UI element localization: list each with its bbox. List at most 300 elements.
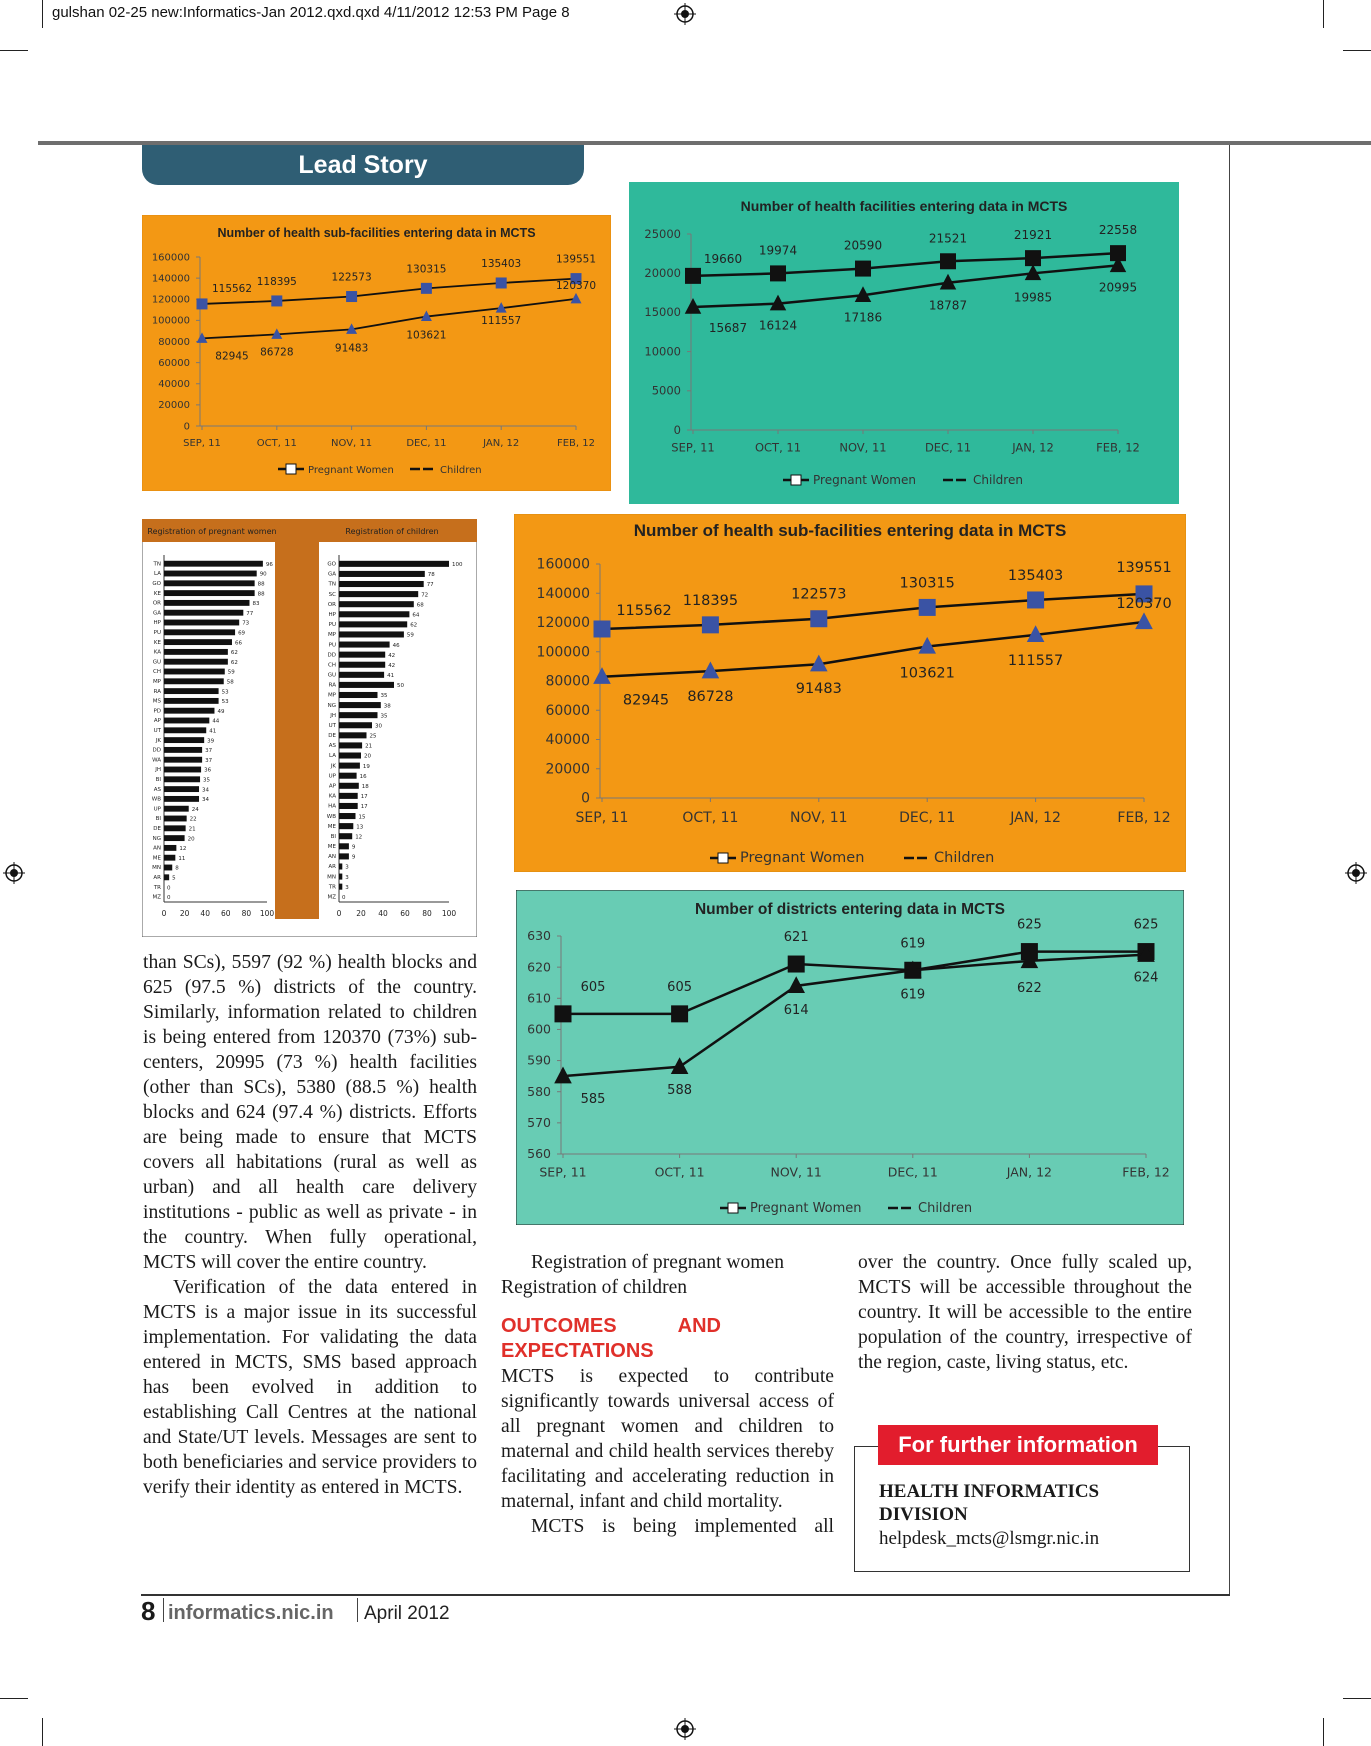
bar — [164, 639, 232, 645]
legend-label: Pregnant Women — [750, 1201, 862, 1216]
bar — [339, 631, 404, 637]
bar-category-label: PU — [328, 622, 336, 629]
x-tick-label: JAN, 12 — [1010, 810, 1061, 826]
bar-category-label: CH — [328, 662, 336, 669]
data-label: 20590 — [843, 238, 883, 253]
data-label: 120370 — [555, 279, 597, 292]
data-label: 619 — [900, 987, 926, 1003]
bar-category-label: PU — [153, 629, 161, 636]
bar-value-label: 13 — [356, 824, 364, 831]
data-label: 111557 — [481, 315, 522, 328]
data-label: 625 — [1016, 917, 1042, 933]
x-tick-label: FEB, 12 — [1117, 810, 1171, 826]
bar-category-label: UT — [153, 727, 161, 734]
bar — [164, 825, 186, 831]
bar — [339, 591, 418, 597]
bar — [339, 884, 342, 890]
bar-value-label: 77 — [246, 610, 254, 617]
x-tick-label: JAN, 12 — [1012, 440, 1054, 455]
bar-value-label: 35 — [203, 777, 211, 784]
y-tick-label: 630 — [527, 928, 551, 944]
bar — [164, 678, 224, 684]
data-label: 130315 — [406, 263, 447, 276]
info-division: HEALTH INFORMATICS DIVISION — [879, 1481, 1100, 1525]
data-label: 605 — [667, 979, 693, 995]
paragraph: Verification of the data entered in MCTS is a major issue in its successful implementation. For validating the data entered in MCTS, SMS based approach has been evolved in addition to establishing Call Centres at the national and State/UT levels. Messages are sent to both beneficiaries and service providers to verify their identity as entered in MCTS. — [143, 1277, 477, 1498]
section-tab: Lead Story — [142, 145, 584, 185]
bar-category-label: KA — [328, 793, 336, 800]
y-tick-label: 100000 — [151, 315, 190, 327]
bar-value-label: 8 — [175, 865, 179, 872]
bar-value-label: 73 — [242, 620, 250, 627]
paragraph: MCTS is expected to contribute significantly towards universal access of all pregnant women and children to maternal and child health services thereby facilitating and accelerating reduction in maternal, infant and child mortality. — [501, 1366, 834, 1512]
data-label: 118395 — [256, 275, 297, 288]
x-tick-label: NOV, 11 — [331, 438, 373, 449]
chart-divider-band — [275, 519, 319, 919]
x-tick-label: 20 — [356, 909, 366, 918]
bar — [164, 796, 199, 802]
bar-category-label: GA — [152, 610, 161, 617]
y-tick-label: 60000 — [158, 357, 190, 369]
y-tick-label: 40000 — [545, 732, 590, 749]
data-point — [1026, 251, 1041, 266]
data-label: 135403 — [1007, 567, 1064, 584]
x-tick-label: FEB, 12 — [1122, 1164, 1170, 1180]
bar — [339, 652, 385, 658]
bar-value-label: 17 — [360, 804, 368, 811]
bar — [164, 669, 225, 675]
crop-mark — [42, 0, 43, 28]
chart-subfacilities-large — [514, 514, 1186, 872]
x-tick-label: 40 — [378, 909, 388, 918]
bar — [164, 855, 175, 861]
data-point — [941, 254, 956, 269]
data-label: 17186 — [843, 310, 883, 325]
bar — [339, 581, 424, 587]
data-label: 15687 — [708, 321, 748, 336]
y-tick-label: 140000 — [151, 273, 190, 285]
bar — [339, 742, 362, 748]
bar-value-label: 22 — [189, 816, 197, 823]
bar-category-label: RA — [328, 682, 336, 689]
data-label: 111557 — [1007, 652, 1064, 669]
data-label: 588 — [667, 1082, 693, 1098]
y-tick-label: 600 — [527, 1021, 551, 1037]
figure-caption: Registration of children — [501, 1277, 688, 1298]
bar — [164, 747, 202, 753]
bar-category-label: UP — [153, 806, 161, 813]
bar-category-label: MN — [152, 865, 161, 872]
bar — [164, 806, 189, 812]
data-label: 120370 — [1116, 595, 1172, 612]
data-point — [421, 283, 431, 293]
bar-value-label: 53 — [221, 689, 229, 696]
bar — [339, 601, 414, 607]
registration-mark-icon — [674, 3, 696, 25]
data-point — [555, 1006, 571, 1022]
bar — [164, 659, 228, 665]
bar — [339, 712, 378, 718]
bar-value-label: 21 — [188, 826, 196, 833]
bar — [164, 688, 219, 694]
data-label: 621 — [783, 930, 809, 946]
y-tick-label: 80000 — [158, 336, 190, 348]
data-point — [197, 299, 207, 309]
bar-value-label: 35 — [380, 693, 388, 700]
data-label: 82945 — [622, 692, 670, 709]
bar-value-label: 50 — [397, 683, 404, 690]
bar-value-label: 64 — [412, 612, 420, 619]
page-number: 8 — [141, 1596, 156, 1626]
bar-category-label: JK — [330, 763, 336, 770]
bar-category-label: DD — [327, 652, 336, 659]
bar-category-label: ME — [327, 823, 336, 830]
y-tick-label: 25000 — [644, 226, 681, 241]
bar-value-label: 35 — [380, 713, 388, 720]
y-tick-label: 620 — [527, 959, 551, 975]
data-point — [672, 1006, 688, 1022]
data-point — [702, 617, 718, 633]
bar-value-label: 42 — [388, 662, 396, 669]
bar-category-label: GO — [152, 580, 161, 587]
bar-value-label: 3 — [345, 864, 349, 871]
bar-value-label: 18 — [361, 784, 369, 791]
bar-category-label: MP — [327, 692, 336, 699]
bar-category-label: DD — [152, 747, 161, 754]
bar-category-label: PU — [328, 642, 336, 649]
bar-category-label: KE — [153, 590, 161, 597]
bar — [339, 621, 407, 627]
bar-category-label: DE — [153, 825, 161, 832]
bar-category-label: BI — [330, 833, 336, 840]
y-tick-label: 0 — [183, 421, 190, 433]
x-tick-label: JAN, 12 — [1006, 1164, 1053, 1180]
bar-category-label: ME — [152, 855, 161, 862]
bar-value-label: 37 — [205, 748, 213, 755]
bar — [164, 629, 235, 635]
chart-title: Number of health sub-facilities entering data in MCTS — [217, 226, 536, 240]
bar-value-label: 9 — [351, 844, 356, 851]
data-label: 130315 — [899, 575, 955, 592]
y-tick-label: 570 — [527, 1115, 551, 1131]
data-point — [1028, 592, 1044, 608]
bar-value-label: 41 — [387, 673, 395, 680]
bar-value-label: 24 — [191, 806, 199, 813]
bar-value-label: 96 — [265, 561, 273, 568]
bar-category-label: NG — [327, 702, 336, 709]
bar — [339, 763, 360, 769]
data-label: 619 — [900, 936, 926, 952]
bar — [164, 757, 202, 763]
data-label: 139551 — [1116, 559, 1172, 576]
bar-category-label: TR — [153, 884, 161, 891]
crop-mark — [42, 1718, 43, 1746]
data-label: 21521 — [928, 231, 968, 246]
legend-marker — [791, 475, 801, 485]
data-point — [594, 621, 610, 637]
registration-mark-icon — [1345, 862, 1367, 884]
bar-value-label: 49 — [217, 708, 225, 715]
legend-label: Children — [973, 473, 1023, 487]
x-tick-label: 100 — [259, 909, 275, 918]
bar-value-label: 62 — [230, 659, 238, 666]
data-label: 115562 — [616, 602, 672, 619]
data-label: 20995 — [1098, 280, 1138, 295]
y-tick-label: 610 — [527, 990, 551, 1006]
data-label: 118395 — [682, 592, 739, 609]
bar — [339, 874, 342, 880]
registration-mark-icon — [3, 862, 25, 884]
footer-divider — [163, 1598, 164, 1622]
chart-districts — [516, 890, 1184, 1225]
bar-value-label: 66 — [234, 640, 242, 647]
bar-chart-title: Registration of children — [345, 527, 439, 536]
bar — [339, 642, 390, 648]
data-label: 625 — [1133, 917, 1159, 933]
bar-value-label: 30 — [375, 723, 382, 730]
bar-category-label: MP — [327, 632, 336, 639]
x-tick-label: DEC, 11 — [899, 810, 956, 826]
bar-category-label: MN — [327, 874, 336, 881]
y-tick-label: 120000 — [536, 615, 590, 632]
y-tick-label: 40000 — [158, 379, 190, 391]
data-point — [856, 261, 871, 276]
y-tick-label: 80000 — [545, 673, 590, 690]
bar-category-label: NG — [152, 835, 161, 842]
bar-category-label: JH — [330, 712, 336, 719]
bar-category-label: MZ — [152, 894, 161, 901]
bar-value-label: 3 — [345, 884, 349, 891]
data-label: 18787 — [928, 298, 968, 313]
legend-label: Pregnant Women — [308, 465, 394, 476]
bar — [339, 732, 367, 738]
y-tick-label: 20000 — [158, 400, 190, 412]
chart-title: Number of health sub-facilities entering data in MCTS — [633, 521, 1067, 540]
bar-category-label: TN — [153, 561, 161, 568]
y-tick-label: 590 — [527, 1052, 551, 1068]
bar-value-label: 88 — [257, 581, 265, 588]
bar — [164, 865, 172, 871]
bar-category-label: HA — [328, 803, 336, 810]
bar-category-label: HP — [153, 620, 161, 627]
bar-category-label: MZ — [327, 894, 336, 901]
crop-mark — [0, 1698, 28, 1699]
bar-value-label: 36 — [204, 767, 212, 774]
legend-label: Pregnant Women — [740, 850, 865, 866]
data-label: 22558 — [1098, 223, 1138, 238]
x-tick-label: NOV, 11 — [790, 810, 848, 826]
bar-category-label: GU — [327, 672, 336, 679]
bar-category-label: UT — [328, 722, 336, 729]
bar-value-label: 88 — [257, 591, 265, 598]
x-tick-label: OCT, 11 — [682, 810, 739, 826]
bar-value-label: 41 — [209, 728, 217, 735]
legend-label: Children — [918, 1201, 973, 1216]
bar — [339, 863, 342, 869]
x-tick-label: 80 — [241, 909, 252, 918]
crop-mark — [1323, 1718, 1324, 1746]
data-point — [788, 956, 804, 972]
bar — [164, 727, 206, 733]
bar-value-label: 46 — [392, 642, 400, 649]
bar-value-label: 34 — [202, 797, 210, 804]
bar — [339, 843, 349, 849]
bar — [339, 783, 359, 789]
bar — [339, 803, 358, 809]
bar — [339, 793, 358, 799]
bar-value-label: 12 — [355, 834, 363, 841]
bar-value-label: 0 — [167, 895, 171, 902]
y-tick-label: 560 — [527, 1146, 551, 1162]
data-label: 103621 — [899, 665, 955, 682]
bar-category-label: WB — [326, 813, 336, 820]
bar-value-label: 42 — [388, 652, 396, 659]
y-tick-label: 120000 — [151, 294, 190, 306]
data-label: 82945 — [215, 350, 249, 363]
y-tick-label: 15000 — [644, 305, 681, 320]
data-label: 585 — [580, 1092, 606, 1108]
bar-value-label: 77 — [426, 582, 434, 589]
bar-value-label: 59 — [227, 669, 235, 676]
bar — [164, 737, 204, 743]
bar-value-label: 69 — [238, 630, 246, 637]
bar-value-label: 0 — [167, 885, 171, 892]
chart-registration-panel — [142, 519, 477, 937]
data-label: 91483 — [795, 681, 842, 698]
x-tick-label: NOV, 11 — [839, 440, 887, 455]
bar-value-label: 83 — [252, 601, 260, 608]
bar — [164, 874, 169, 880]
y-tick-label: 20000 — [545, 761, 590, 778]
bar-category-label: AS — [328, 743, 336, 750]
bar — [339, 752, 361, 758]
bar-value-label: 12 — [179, 846, 187, 853]
chart-health-facilities — [629, 182, 1179, 504]
bar-category-label: SC — [328, 591, 336, 598]
data-label: 122573 — [331, 271, 372, 284]
x-tick-label: DEC, 11 — [887, 1164, 938, 1180]
crop-mark — [1343, 1698, 1371, 1699]
column-1 — [143, 950, 477, 1500]
bar — [164, 776, 200, 782]
section-heading: OUTCOMES AND EXPECTATIONS — [501, 1315, 721, 1362]
bar-category-label: PD — [153, 708, 161, 715]
bar — [164, 649, 228, 655]
bar-value-label: 68 — [416, 602, 424, 609]
info-box-body — [879, 1480, 1179, 1550]
chart-title: Number of health facilities entering data in MCTS — [740, 198, 1068, 214]
x-tick-label: NOV, 11 — [770, 1164, 822, 1180]
data-label: 21921 — [1013, 228, 1053, 243]
bar-category-label: BI — [155, 816, 161, 823]
bar-value-label: 9 — [351, 854, 356, 861]
bar — [164, 610, 243, 616]
footer-divider — [357, 1598, 358, 1622]
bar-category-label: MP — [152, 678, 161, 685]
bar-category-label: KE — [153, 639, 161, 646]
data-label: 103621 — [406, 329, 447, 342]
data-label: 622 — [1016, 980, 1042, 996]
bar-category-label: AN — [153, 845, 161, 852]
bar — [164, 561, 263, 567]
bar-category-label: OR — [327, 601, 336, 608]
bar-value-label: 78 — [427, 572, 435, 579]
bar — [164, 835, 185, 841]
bar-value-label: 21 — [365, 743, 373, 750]
x-tick-label: 80 — [422, 909, 432, 918]
bar-category-label: TN — [328, 581, 336, 588]
bar-category-label: JH — [155, 767, 161, 774]
data-point — [686, 268, 701, 283]
bar — [339, 561, 449, 567]
legend-marker — [286, 464, 296, 474]
bar-category-label: OR — [152, 600, 161, 607]
x-tick-label: FEB, 12 — [556, 438, 596, 449]
y-tick-label: 5000 — [651, 383, 681, 398]
bar-chart-title: Registration of pregnant women — [147, 527, 277, 536]
bar — [339, 662, 385, 668]
data-point — [811, 611, 827, 627]
bar-category-label: HP — [328, 611, 336, 618]
bar-value-label: 5 — [172, 875, 176, 882]
bar-value-label: 38 — [383, 703, 391, 710]
bar-value-label: 19 — [362, 763, 370, 770]
bar — [164, 571, 257, 577]
bar-value-label: 20 — [364, 753, 371, 760]
bar-category-label: BI — [155, 776, 161, 783]
bar-category-label: AS — [153, 786, 161, 793]
crop-mark — [0, 50, 28, 51]
bar-category-label: JK — [155, 737, 161, 744]
bar-value-label: 59 — [406, 632, 414, 639]
bar-value-label: 34 — [202, 787, 210, 794]
bar — [339, 692, 378, 698]
data-point — [496, 278, 506, 288]
bar — [339, 833, 352, 839]
data-label: 86728 — [260, 346, 294, 359]
x-tick-label: 40 — [200, 909, 210, 918]
y-tick-label: 140000 — [536, 585, 590, 602]
bar-category-label: WB — [151, 796, 161, 803]
y-tick-label: 10000 — [644, 344, 681, 359]
data-label: 139551 — [555, 253, 597, 266]
bar-category-label: RA — [153, 688, 161, 695]
bar-category-label: LA — [329, 753, 336, 760]
bar-category-label: TR — [328, 884, 336, 891]
chart-title: Number of districts entering data in MCTS — [694, 901, 1006, 918]
bar-category-label: GA — [327, 571, 336, 578]
bar — [164, 698, 219, 704]
chart-subfacilities-small — [142, 215, 611, 491]
footer-site[interactable]: informatics.nic.in — [168, 1602, 334, 1624]
data-label: 19974 — [758, 243, 798, 258]
y-tick-label: 0 — [673, 422, 681, 437]
info-email[interactable]: helpdesk_mcts@lsmgr.nic.in — [879, 1528, 1100, 1549]
bar — [339, 823, 353, 829]
bar — [339, 702, 381, 708]
data-point — [771, 266, 786, 281]
y-tick-label: 160000 — [536, 556, 590, 573]
legend-label: Children — [440, 465, 482, 476]
data-label: 19660 — [703, 251, 743, 266]
bar — [164, 580, 255, 586]
x-tick-label: DEC, 11 — [924, 440, 972, 455]
bar-category-label: AR — [153, 874, 161, 881]
bar-value-label: 44 — [212, 718, 220, 725]
legend-marker — [718, 853, 728, 863]
data-point — [919, 599, 935, 615]
data-label: 624 — [1133, 970, 1159, 986]
